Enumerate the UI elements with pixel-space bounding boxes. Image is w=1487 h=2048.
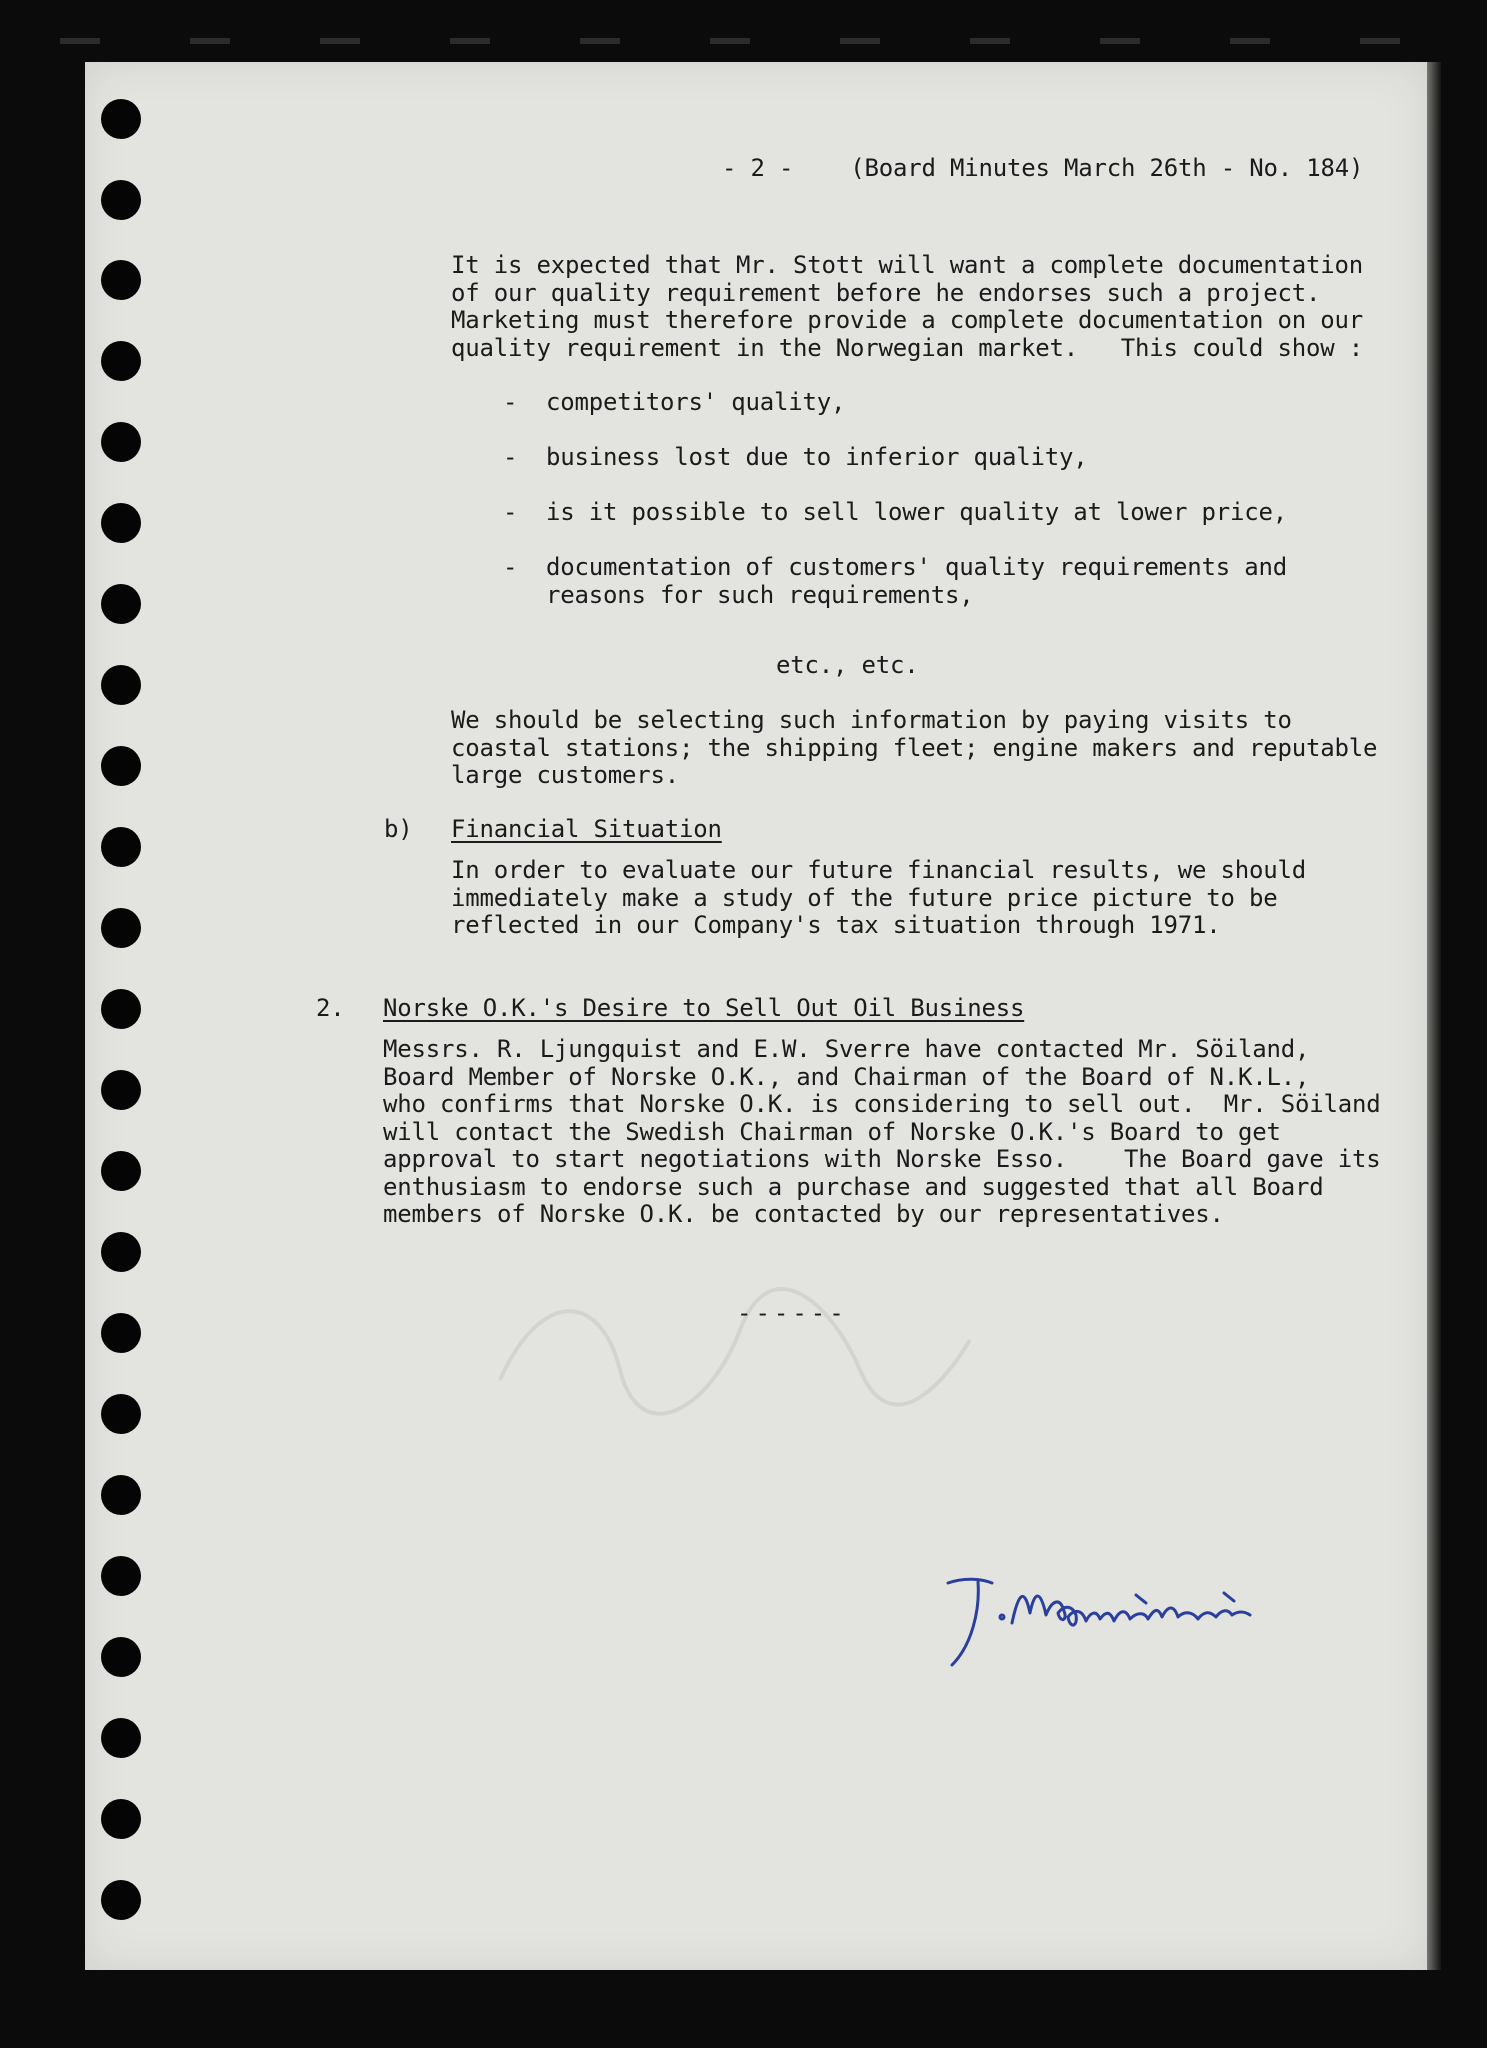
punch-hole [101,1637,141,1677]
punch-hole [101,989,141,1029]
punch-hole [101,746,141,786]
punch-hole [101,1070,141,1110]
handwritten-signature [940,1565,1290,1675]
punch-hole [101,260,141,300]
bleed-through-watermark [480,1270,980,1420]
page-edge-shadow [1427,62,1441,1970]
punch-hole [101,1718,141,1758]
bullet-text: business lost due to inferior quality, [546,443,1088,471]
punch-hole [101,908,141,948]
punch-hole [101,341,141,381]
bullet-dash: - [503,498,518,526]
punch-hole [101,1232,141,1272]
section-number: 2. [316,994,345,1022]
section-title: Financial Situation [451,815,722,843]
punch-hole [101,827,141,867]
page-header: - 2 - (Board Minutes March 26th - No. 184) [722,154,1364,182]
intro-paragraph: It is expected that Mr. Stott will want a complete documentation of our quality requirement before he endorses such a project. Marketing must therefore provide a complete documentation on our quality requirement in the Norwegian market. This could show : [451,251,1363,362]
bullet-dash: - [503,553,518,581]
punch-hole [101,1799,141,1839]
binder-edge [60,38,1440,44]
bullet-dash: - [503,443,518,471]
punch-hole [101,422,141,462]
punch-hole [101,180,141,220]
punch-hole [101,99,141,139]
punch-hole [101,1313,141,1353]
punch-hole [101,1475,141,1515]
closing-paragraph: We should be selecting such information by paying visits to coastal stations; the shipping fleet; engine makers and reputable large customers. [451,706,1378,789]
punch-hole [101,665,141,705]
end-separator: ------ [737,1299,848,1327]
punch-hole [101,1556,141,1596]
section-label: b) [384,815,413,843]
bullet-text: is it possible to sell lower quality at lower price, [546,498,1287,526]
etc-line: etc., etc. [776,651,919,679]
bullet-text: competitors' quality, [546,388,846,416]
punch-hole [101,584,141,624]
section-title: Norske O.K.'s Desire to Sell Out Oil Business [383,994,1025,1022]
norske-ok-paragraph: Messrs. R. Ljungquist and E.W. Sverre have contacted Mr. Söiland, Board Member of Norske O.K., and Chairman of the Board of N.K.L., who confirms that Norske O.K. is considering to sell out. Mr. Söiland will contact the Swedish Chairman of Norske O.K.'s Board to get approval to start negotiations with Norske Esso. The Board gave its enthusiasm to endorse such a purchase and suggested that all Board members of Norske O.K. be contacted by our representatives. [383,1035,1381,1228]
punch-hole [101,1394,141,1434]
bullet-dash: - [503,388,518,416]
punch-hole [101,1880,141,1920]
punch-hole [101,503,141,543]
punch-hole [101,1151,141,1191]
financial-paragraph: In order to evaluate our future financial results, we should immediately make a study of the future price picture to be reflected in our Company's tax situation through 1971. [451,856,1306,939]
bullet-text: documentation of customers' quality requirements and reasons for such requirements, [546,553,1287,609]
